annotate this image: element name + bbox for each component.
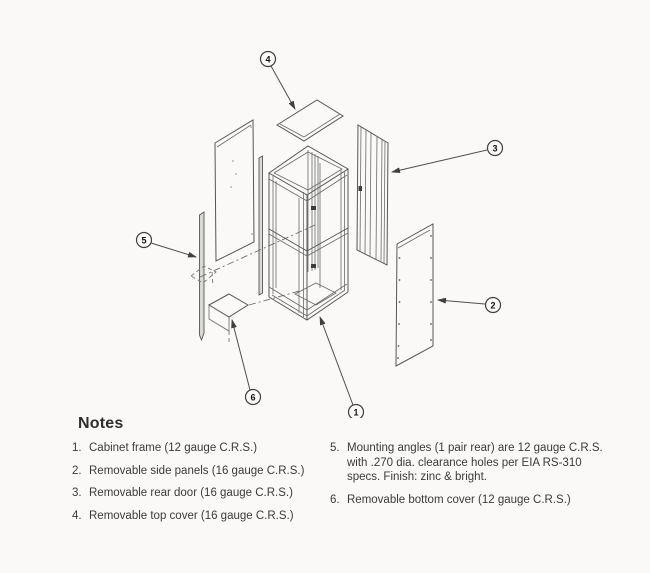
callout-1: [320, 317, 364, 418]
callout-3-number: 3: [492, 143, 498, 154]
top-cover: [277, 100, 343, 141]
note-item-5: [330, 441, 615, 485]
note-text: Removable top cover (16 gauge C.R.S.): [89, 509, 294, 522]
callout-3: [392, 141, 503, 173]
note-number: 3.: [72, 487, 82, 499]
callout-2: [438, 298, 501, 313]
note-item-1: [72, 441, 327, 456]
note-item-4: [72, 509, 327, 524]
cabinet-frame: [269, 146, 348, 320]
notes-column-left: [72, 441, 327, 531]
notes-heading: Notes: [78, 415, 124, 432]
callout-6: [232, 320, 261, 405]
callout-5-number: 5: [141, 235, 147, 246]
callout-1-number: 1: [353, 407, 359, 418]
note-text: Removable side panels (16 gauge C.R.S.): [89, 464, 305, 477]
note-text: Cabinet frame (12 gauge C.R.S.): [89, 442, 258, 454]
door-latch: [359, 186, 363, 191]
side-panel-right: [396, 224, 433, 366]
note-text: Removable rear door (16 gauge C.R.S.): [89, 487, 293, 499]
note-item-3: [72, 486, 327, 501]
callout-2-number: 2: [490, 300, 496, 311]
callout-5: [137, 233, 197, 258]
note-number: 6.: [330, 493, 340, 506]
callout-4: [261, 52, 296, 110]
note-number: 5.: [330, 442, 340, 454]
note-text: Removable bottom cover (12 gauge C.R.S.): [347, 493, 571, 506]
note-text: Mounting angles (1 pair rear) are 12 gauge C.R.S. with .270 dia. clearance holes per EIA RS-310 specs. Finish: zinc & bright.: [347, 442, 603, 483]
note-item-6: [330, 493, 615, 508]
rear-door: [357, 125, 388, 265]
note-item-2: [72, 464, 327, 479]
note-number: 2.: [72, 464, 82, 477]
callout-6-number: 6: [250, 392, 256, 403]
bottom-cover: [209, 294, 248, 344]
note-number: 1.: [72, 442, 82, 454]
notes-column-right: [330, 441, 615, 514]
callout-4-number: 4: [265, 54, 271, 65]
mounting-angle-rear: [259, 156, 263, 295]
side-panel-left: [215, 120, 254, 261]
note-number: 4.: [72, 509, 82, 522]
